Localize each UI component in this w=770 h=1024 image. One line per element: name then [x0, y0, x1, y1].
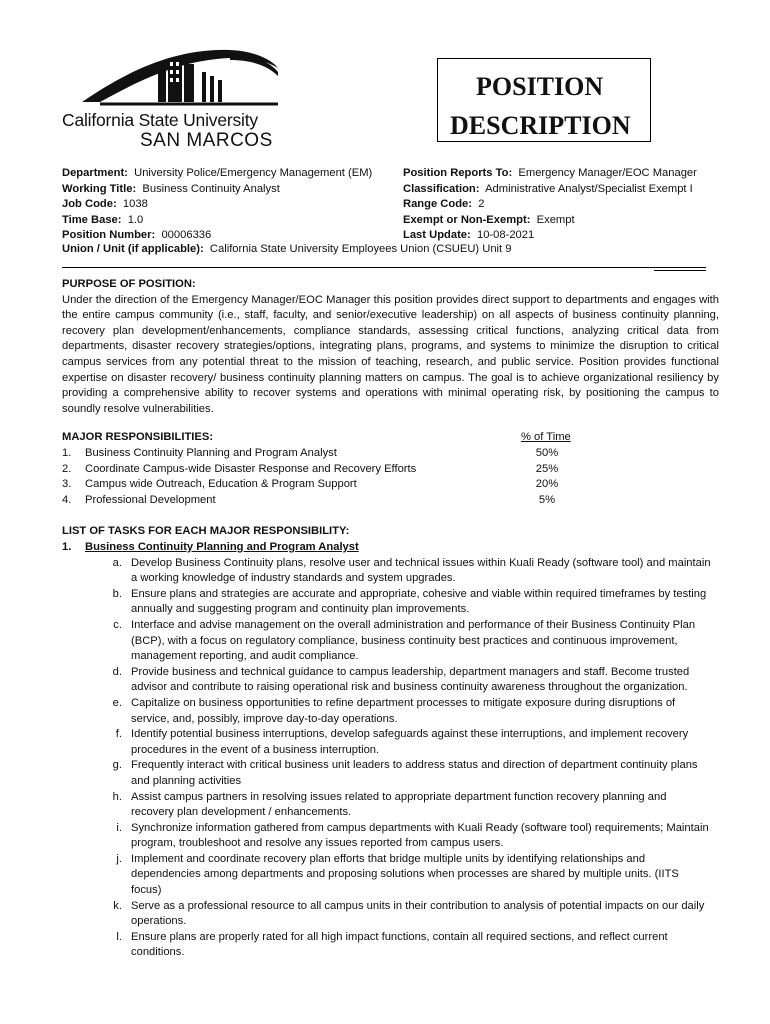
item-text: Professional Development	[85, 493, 216, 506]
task-letter: g.	[112, 759, 122, 772]
task-item	[62, 852, 722, 899]
university-logo	[62, 46, 284, 154]
field-label: Time Base:	[62, 213, 122, 226]
field-label: Last Update:	[403, 229, 471, 241]
field-value: California State University Employees Union (CSUEU) Unit 9	[209, 243, 512, 255]
header-field	[403, 228, 723, 244]
tasks-section	[62, 524, 722, 961]
campus-skyline-logo-icon	[80, 46, 280, 108]
field-label: Exempt or Non-Exempt:	[403, 213, 531, 226]
field-label: Union / Unit (if applicable):	[62, 243, 204, 255]
major-responsibilities-section	[62, 430, 582, 508]
task-text: Capitalize on business opportunities to refine department processes to mitigate exposure during disruptions of service, and, possibly, improve day-to-day operations.	[131, 696, 676, 725]
task-item	[62, 587, 722, 618]
task-letter: b.	[112, 587, 122, 600]
title-line-2: DESCRIPTION	[450, 111, 631, 140]
task-item	[62, 727, 722, 758]
task-item	[62, 899, 722, 930]
task-text: Identify potential business interruptions, develop safeguards against these interruptions, and implement recovery procedures in the event of a business interruption.	[131, 728, 689, 756]
header-right-column	[403, 166, 723, 244]
item-text: Coordinate Campus-wide Disaster Response and Recovery Efforts	[85, 462, 417, 475]
task-text: Serve as a professional resource to all campus units in their contribution to analysis of potential impacts on our daily operations.	[131, 899, 705, 928]
subsection-number: 1.	[62, 540, 72, 553]
field-label: Position Number:	[62, 229, 156, 241]
university-name: California State University	[62, 110, 258, 130]
task-text: Synchronize information gathered from campus departments with Kuali Ready (software tool) requirements; Maintain program, troubleshoot and resolve any issues reported from campus users.	[131, 821, 709, 850]
item-text: Campus wide Outreach, Education & Program Support	[85, 478, 357, 491]
section-heading: MAJOR RESPONSIBILITIES:	[62, 431, 214, 443]
section-heading: PURPOSE OF POSITION:	[62, 278, 196, 290]
item-percent: 5%	[538, 493, 556, 506]
task-letter: i.	[116, 821, 122, 834]
field-value: 1038	[122, 198, 148, 210]
union-field	[62, 243, 511, 255]
task-item	[62, 930, 722, 961]
field-label: Classification:	[403, 182, 480, 195]
header-field	[403, 197, 723, 213]
item-number: 3.	[62, 478, 72, 491]
task-item	[62, 696, 722, 727]
field-value: 1.0	[127, 213, 144, 226]
position-description-title	[437, 58, 651, 142]
field-value: 00006336	[161, 229, 212, 241]
field-label: Job Code:	[62, 198, 117, 210]
purpose-section	[62, 277, 719, 417]
task-letter: j.	[116, 852, 122, 865]
task-text: Provide business and technical guidance to campus leadership, department managers and staff. Become trusted advisor and contribute to raising operational risk and business continuity awareness throughout the organization.	[131, 665, 690, 694]
task-subsection-heading	[62, 540, 722, 556]
field-value: Exempt	[536, 213, 575, 226]
header-field	[403, 182, 723, 198]
task-text: Develop Business Continuity plans, resolve user and technical issues within Kuali Ready (software tool) and maintain a working knowledge of industry standards and system upgrades.	[131, 556, 711, 585]
task-item	[62, 665, 722, 696]
item-percent: 20%	[535, 478, 559, 491]
task-letter: c.	[113, 618, 122, 631]
item-number: 4.	[62, 493, 72, 506]
field-value: 2	[478, 198, 485, 210]
percent-time-header: % of Time	[521, 431, 571, 443]
divider	[62, 267, 706, 268]
task-text: Ensure plans are properly rated for all high impact functions, contain all required sections, and reflect current conditions.	[131, 930, 668, 959]
field-label: Position Reports To:	[403, 167, 513, 179]
field-value: Administrative Analyst/Specialist Exempt I	[485, 182, 693, 195]
task-item	[62, 618, 722, 665]
header-field	[62, 182, 402, 198]
field-value: Emergency Manager/EOC Manager	[518, 167, 697, 179]
list-item	[62, 462, 582, 478]
task-item	[62, 821, 722, 852]
purpose-text: Under the direction of the Emergency Manager/EOC Manager this position provides direct support to departments and engages with the entire campus community (i.e., staff, faculty, and senior/executive leadership) on all aspects of business continuity planning, recovery plan development/enhancements, compliance standards, assessing critical functions, analyzing critical data from departments, disaster recovery strategies/options, integrating plans, programs, and systems to minimize the disruption to critical campus services from any potential threat to the mission of teaching, research, and public service. Position provides functional expertise on disaster recovery/ business continuity planning matters on campus. The goal is to achieve organizational resiliency by providing a comprehensive ability to recover systems and operations with minimal operating risk, by positioning the campus to soundly resolve vulnerabilities.	[62, 293, 719, 415]
header-field	[62, 228, 402, 244]
task-text: Frequently interact with critical business unit leaders to address status and direction of department continuity plans and planning activities	[131, 759, 698, 787]
task-item	[62, 758, 722, 789]
section-heading: LIST OF TASKS FOR EACH MAJOR RESPONSIBILITY:	[62, 525, 350, 537]
task-letter: e.	[112, 696, 122, 709]
header-field	[62, 213, 402, 229]
header-field	[62, 197, 402, 213]
item-percent: 50%	[535, 447, 559, 459]
field-value: 10-08-2021	[476, 229, 535, 241]
list-item	[62, 493, 582, 509]
field-value: Business Continuity Analyst	[142, 182, 280, 195]
task-letter: h.	[112, 790, 122, 803]
field-label: Department:	[62, 167, 128, 179]
task-letter: d.	[112, 665, 122, 678]
header-field	[62, 166, 402, 182]
task-letter: f.	[115, 728, 122, 741]
task-text: Implement and coordinate recovery plan efforts that bridge multiple units by identifying relationships and dependencies among departments and proposing solutions when processes are shared by multiple units. (IITS focus)	[131, 852, 679, 897]
divider	[654, 270, 706, 271]
task-letter: a.	[112, 556, 122, 569]
campus-name: SAN MARCOS	[140, 130, 273, 151]
field-value: University Police/Emergency Management (EM)	[134, 167, 373, 179]
header-field	[403, 166, 723, 182]
item-number: 2.	[62, 462, 72, 475]
item-percent: 25%	[535, 462, 559, 475]
item-text: Business Continuity Planning and Program Analyst	[85, 447, 337, 459]
task-item	[62, 790, 722, 821]
task-letter: l.	[116, 930, 122, 943]
header-left-column	[62, 166, 402, 244]
field-label: Working Title:	[62, 182, 137, 195]
subsection-title: Business Continuity Planning and Program Analyst	[85, 540, 359, 553]
list-item	[62, 477, 582, 493]
task-item	[62, 556, 722, 587]
task-letter: k.	[113, 899, 122, 912]
title-line-1: POSITION	[476, 72, 604, 101]
task-text: Ensure plans and strategies are accurate and appropriate, cohesive and viable within required timeframes by testing annually and suggesting program and continuity plan improvements.	[131, 587, 707, 616]
task-text: Interface and advise management on the overall administration and performance of their Business Continuity Plan (BCP), with a focus on regulatory compliance, business continuity best practices and continuous improvement, management reporting, and audit compliance.	[131, 618, 696, 663]
task-text: Assist campus partners in resolving issues related to appropriate department function recovery planning and recovery plan development / enhancements.	[131, 790, 667, 819]
header-field	[403, 213, 723, 229]
field-label: Range Code:	[403, 198, 472, 210]
list-item	[62, 446, 582, 462]
item-number: 1.	[62, 447, 72, 459]
